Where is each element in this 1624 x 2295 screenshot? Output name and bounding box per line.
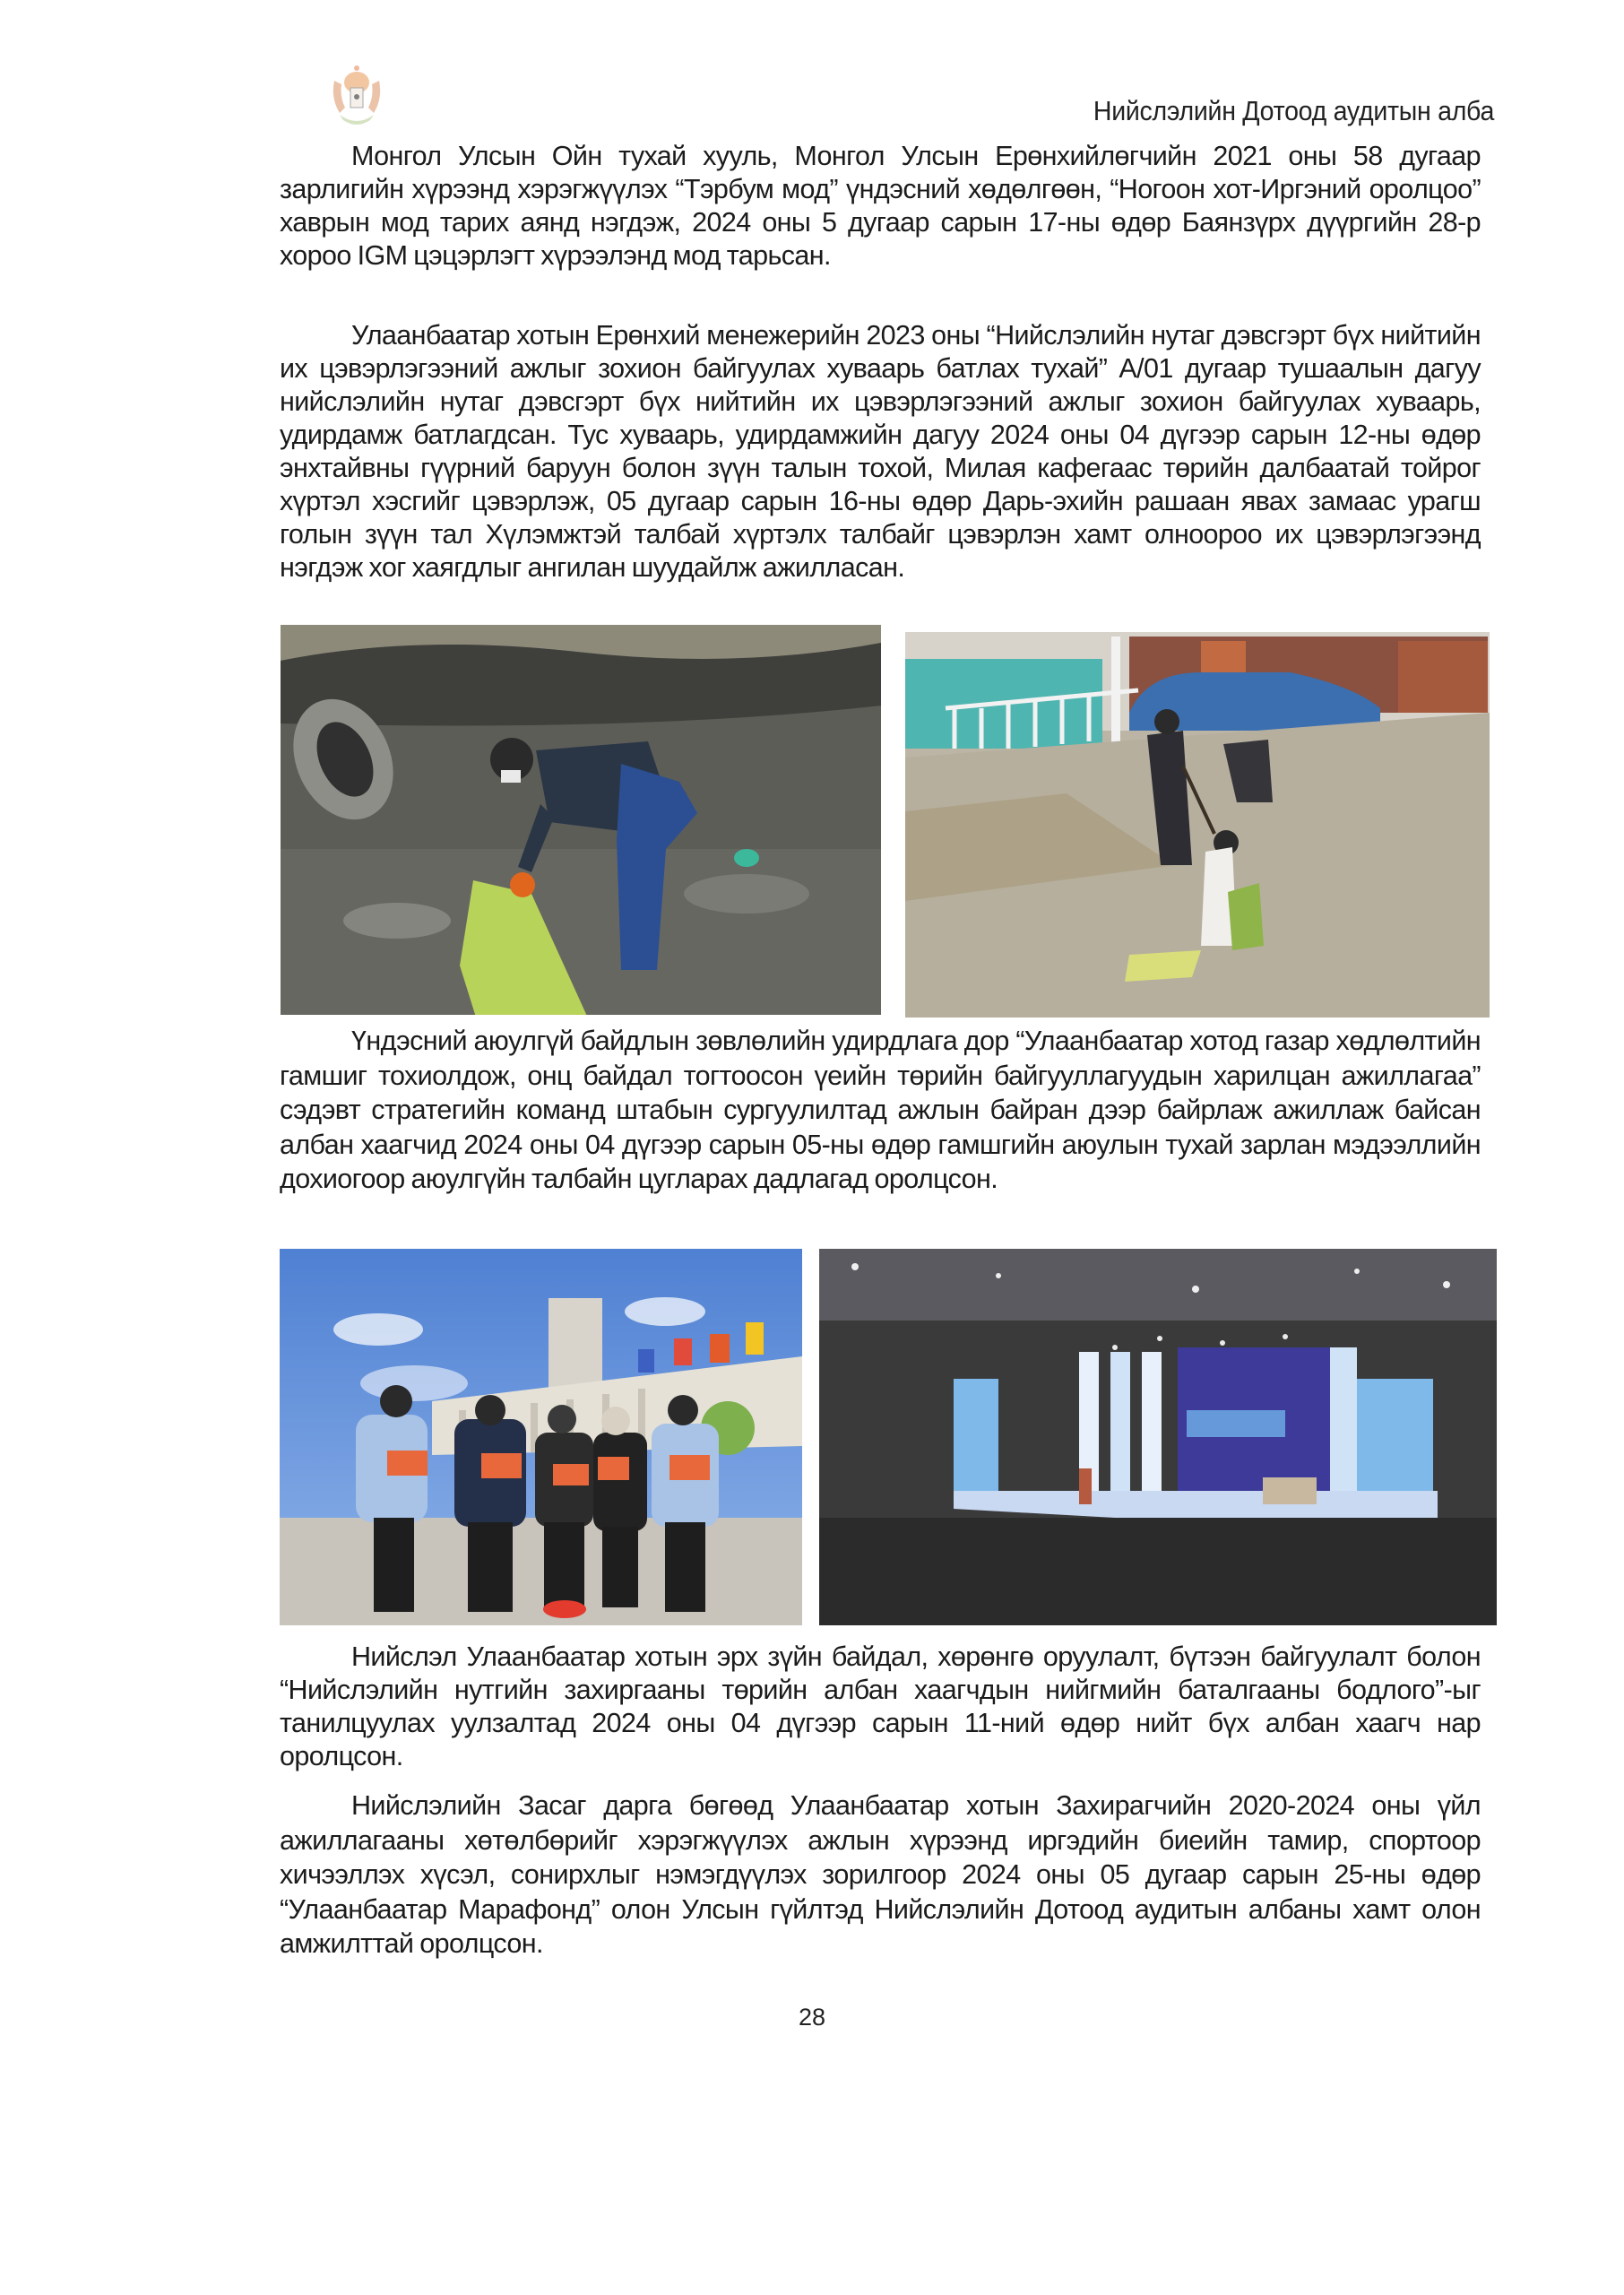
paragraph-meeting: Нийслэл Улаанбаатар хотын эрх зүйн байдал, хөрөнгө оруулалт, бүтээн байгуулалт болон “Нийслэлийн нутгийн захиргааны төрийн албан хаагчдын нийгмийн баталгааны бодлого”-ыг танилцуулах уулзалтад 2024 оны 04 дүгээр сарын 11-ний өдөр нийт бүх албан хаагч нар оролцсон. [280,1641,1481,1771]
paragraph-marathon: Нийслэлийн Засаг дарга бөгөөд Улаанбаатар хотын Захирагчийн 2020-2024 оны үйл ажиллагааны хөтөлбөрийг хэрэгжүүлэх ажлын хүрээнд иргэдийн биеийн тамир, спортоор хичээллэх хүсэл, сонирхлыг нэмэгдүүлэх зорилгоор 2024 оны 05 дугаар сарын 25-ны өдөр “Улаанбаатар Марафонд” олон Улсын гүйлтэд Нийслэлийн Дотоод аудитын албаны хамт олон амжилттай оролцсон. [280,1790,1481,1959]
marathon-group-photo [280,1249,802,1625]
cleanup-photo-ravine [281,625,881,1015]
paragraph-earthquake-drill: Үндэсний аюулгүй байдлын зөвлөлийн удирдлага дор “Улаанбаатар хотод газар хөдлөлтийн гамшиг тохиолдож, онц байдал тогтоосон үеийн төрийн байгууллагуудын харилцан ажиллагаа” сэдэвт стратегийн команд штабын сургуулилтад ажлын байран дээр байрлаж ажиллаж байсан албан хаагчид 2024 оны 04 дүгээр сарын 05-ны өдөр гамшгийн аюулын тухай зарлан мэдээллийн дохиогоор аюулгүйн талбайн цугларах дадлагад оролцсон. [280,1026,1481,1194]
page-number: 28 [798,2004,826,2031]
paragraph-tree-planting: Монгол Улсын Ойн тухай хууль, Монгол Улсын Ерөнхийлөгчийн 2021 оны 58 дугаар зарлигийн хүрээнд хэрэгжүүлэх “Тэрбум мод” үндэсний хөдөлгөөн, “Ногоон хот-Иргэний оролцоо” хаврын мод тарих аянд нэгдэж, 2024 оны 5 дугаар сарын 17-ны өдөр Баянзүрх дүүргийн 28-р хороо IGM цэцэрлэгт хүрээлэнд мод тарьсан. [280,141,1481,271]
paragraph-cleanup: Улаанбаатар хотын Ерөнхий менежерийн 2023 оны “Нийслэлийн нутаг дэвсгэрт бүх нийтийн их цэвэрлэгээний ажлыг зохион байгуулах хуваарь батлах тухай” А/01 дугаар тушаалын дагуу нийслэлийн нутаг дэвсгэрт бүх нийтийн их цэвэрлэгээний ажлыг зохион байгуулах хуваарь, удирдамж батлагдсан. Тус хуваарь, удирдамжийн дагуу 2024 оны 04 дүгээр сарын 12-ны өдөр энхтайвны гүүрний баруун болон зүүн талын тохой, Милая кафегаас төрийн далбаатай тойрог хүртэл хэсгийг цэвэрлэж, 05 дугаар сарын 16-ны өдөр Дарь-эхийн рашаан явах замаас урагш голын зүүн тал Хүлэмжтэй талбай хүртэлх талбайг цэвэрлэн хамт олноороо их цэвэрлэгээнд нэгдэж хог хаягдлыг ангилан шуудайлж ажилласан. [280,320,1481,583]
soyombo-emblem-icon [327,63,386,129]
conference-hall-photo [819,1249,1497,1625]
organization-header: Нийслэлийн Дотоод аудитын алба [1093,95,1494,126]
cleanup-photo-slope [905,632,1490,1018]
